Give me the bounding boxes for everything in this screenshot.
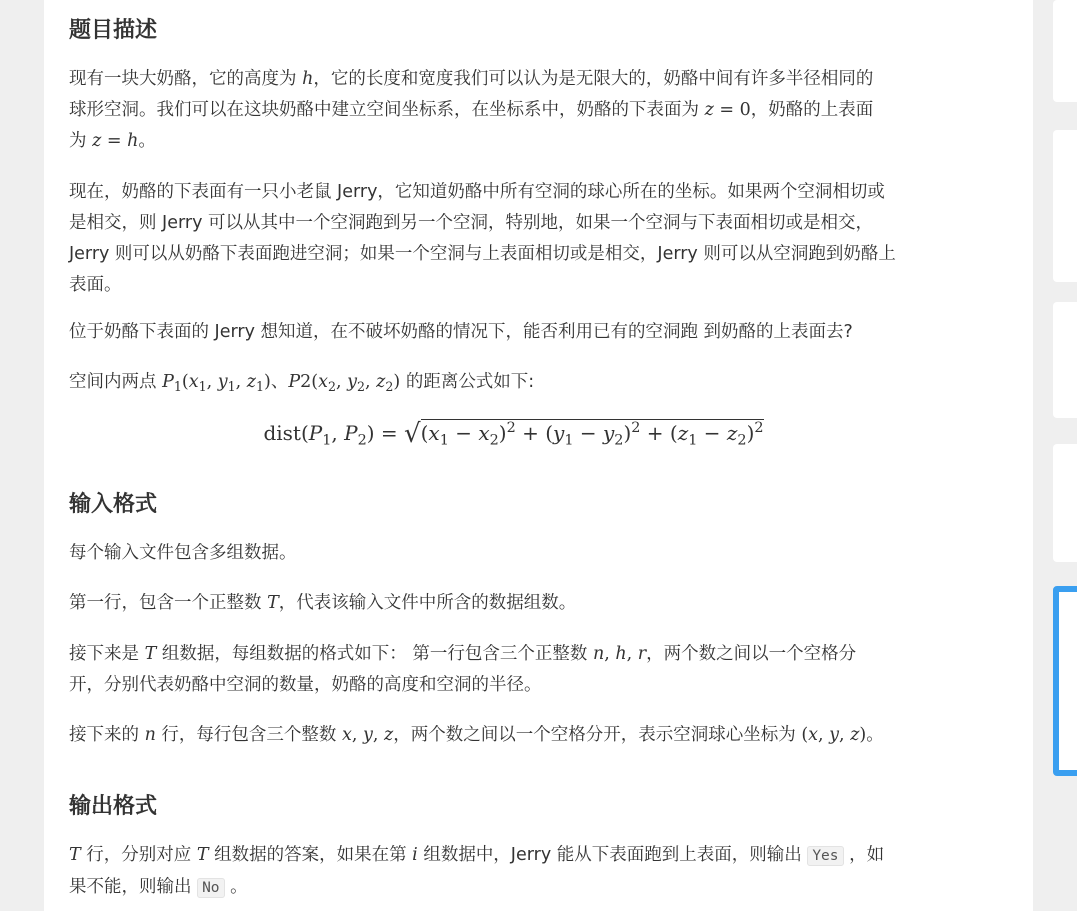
yes-code: Yes xyxy=(807,846,843,866)
side-card-1 xyxy=(1053,0,1077,102)
description-title: 题目描述 xyxy=(69,18,158,43)
problem-card xyxy=(44,0,1033,911)
input-p3: 接下来是 T 组数据，每组数据的格式如下： 第一行包含三个正整数 n, h, r，两个数之间以一个空格分 开，分别代表奶酪中空洞的数量，奶酪的高度和空洞的半径。 xyxy=(69,644,857,695)
side-card-active[interactable] xyxy=(1053,586,1077,776)
description-p3: 位于奶酪下表面的 Jerry 想知道，在不破坏奶酪的情况下，能否利用已有的空洞跑 到奶酪的上表面去? xyxy=(69,322,853,342)
side-card-4 xyxy=(1053,444,1077,562)
input-p4: 接下来的 n 行，每行包含三个整数 x, y, z，两个数之间以一个空格分开，表示空洞球心坐标为 (x, y, z)。 xyxy=(69,725,884,745)
input-p1: 每个输入文件包含多组数据。 xyxy=(69,543,297,563)
side-card-2 xyxy=(1053,130,1077,282)
side-card-3 xyxy=(1053,302,1077,418)
description-p1: 现有一块大奶酪，它的高度为 h，它的长度和宽度我们可以认为是无限大的，奶酪中间有许多半径相同的 球形空洞。我们可以在这块奶酪中建立空间坐标系，在坐标系中，奶酪的下表面为 z = 0，奶酪的上表面 为 z = h。 xyxy=(69,69,874,151)
input-p2: 第一行，包含一个正整数 T，代表该输入文件中所含的数据组数。 xyxy=(69,593,577,613)
no-code: No xyxy=(197,878,224,898)
description-p2: 现在，奶酪的下表面有一只小老鼠 Jerry，它知道奶酪中所有空洞的球心所在的坐标。如果两个空洞相切或 是相交，则 Jerry 可以从其中一个空洞跑到另一个空洞，特别地，如果一个空洞与下表面相切或是相交， Jerry 则可以从奶酪下表面跑进空洞；如果一个空洞与上表面相切或是相交，Jerry 则可以从空洞跑到奶酪上 表面。 xyxy=(69,182,896,295)
input-title: 输入格式 xyxy=(69,492,158,517)
distance-formula: $dist(P_1$, $P_2) = √(x_1 - x_2)^2 + (y_1 - y_2)^2 + (z_1 - z_2)^2$ xyxy=(263,419,764,449)
output-p1: T 行，分别对应 T 组数据的答案，如果在第 i 组数据中，Jerry 能从下表面跑到上表面，则输出 Yes ，如 果不能，则输出 No 。 xyxy=(69,845,885,897)
description-p4: 空间内两点 $P_1(x_1$, $y_1$, $z_1$)、$P2(x_2$, $y_2$, $z_2$) 的距离公式如下: xyxy=(69,372,535,394)
output-title: 输出格式 xyxy=(69,794,158,819)
